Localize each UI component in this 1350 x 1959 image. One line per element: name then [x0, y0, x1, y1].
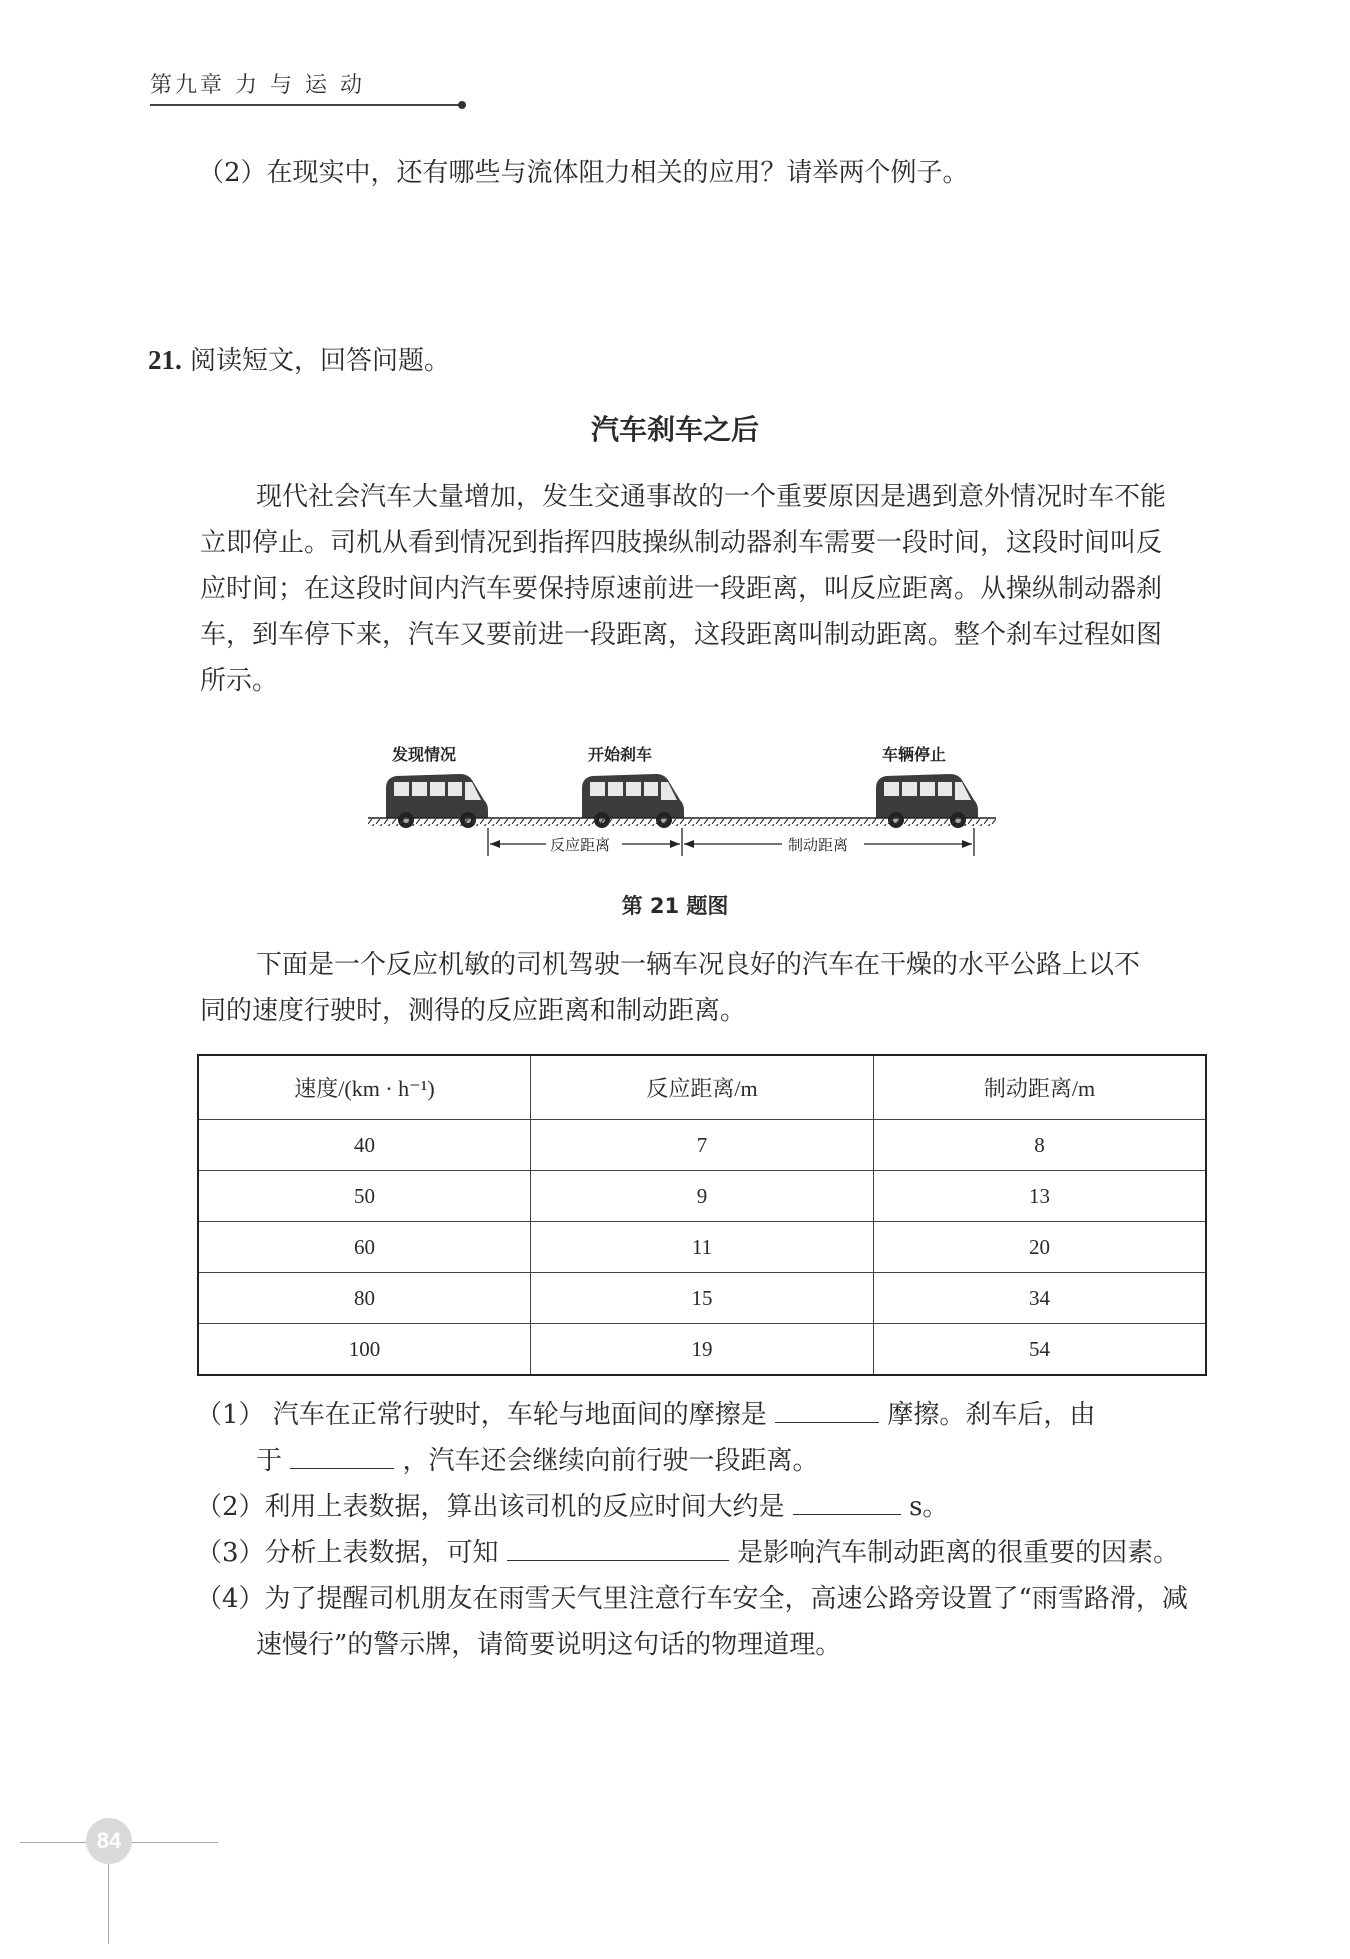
answer-blank-1a[interactable] — [775, 1400, 879, 1423]
cell: 15 — [531, 1273, 874, 1324]
sub-question-1: （1） 汽车在正常行驶时，车轮与地面间的摩擦是 摩擦。刹车后，由 — [196, 1400, 1096, 1430]
cell: 8 — [874, 1120, 1207, 1171]
intro-line: 下面是一个反应机敏的司机驾驶一辆车况良好的汽车在干燥的水平公路上以不 — [256, 950, 1141, 980]
cell: 20 — [874, 1222, 1207, 1273]
header-rule — [150, 104, 462, 106]
prev-question-2: （2）在现实中，还有哪些与流体阻力相关的应用？请举两个例子。 — [198, 158, 969, 188]
chapter-header: 第九章 力 与 运 动 — [150, 73, 365, 98]
table-row — [198, 1120, 1206, 1171]
sub-question-1-cont: 于 ，汽车还会继续向前行驶一段距离。 — [256, 1446, 819, 1476]
page-number-rule-vertical — [108, 1864, 109, 1944]
header-braking: 制动距离/m — [874, 1055, 1207, 1120]
cell: 50 — [198, 1171, 531, 1222]
sub-question-2: （2）利用上表数据，算出该司机的反应时间大约是 s。 — [196, 1492, 949, 1522]
sub-question-4: （4）为了提醒司机朋友在雨雪天气里注意行车安全，高速公路旁设置了“雨雪路滑，减 — [196, 1584, 1188, 1614]
table-header-row — [198, 1055, 1206, 1120]
cell: 7 — [531, 1120, 874, 1171]
intro-line: 同的速度行驶时，测得的反应距离和制动距离。 — [200, 996, 747, 1026]
header-reaction: 反应距离/m — [531, 1055, 874, 1120]
table-row — [198, 1222, 1206, 1273]
header-speed: 速度/(km · h⁻¹) — [198, 1055, 531, 1120]
cell: 34 — [874, 1273, 1207, 1324]
table-row — [198, 1171, 1206, 1222]
paragraph-line: 所示。 — [200, 666, 279, 696]
braking-figure — [360, 736, 1000, 866]
label-found: 发现情况 — [392, 745, 457, 764]
table-row — [198, 1324, 1206, 1376]
paragraph-line: 现代社会汽车大量增加，发生交通事故的一个重要原因是遇到意外情况时车不能 — [256, 482, 1167, 512]
road-hatching — [368, 819, 996, 826]
sub-question-4-cont: 速慢行”的警示牌，请简要说明这句话的物理道理。 — [256, 1630, 842, 1660]
cell: 80 — [198, 1273, 531, 1324]
paragraph-line: 车，到车停下来，汽车又要前进一段距离，这段距离叫制动距离。整个刹车过程如图 — [200, 620, 1163, 650]
cell: 40 — [198, 1120, 531, 1171]
cell: 100 — [198, 1324, 531, 1376]
answer-blank-3[interactable] — [507, 1538, 729, 1561]
answer-blank-2[interactable] — [793, 1492, 901, 1515]
header-dot — [458, 101, 466, 109]
question-number: 21. — [148, 345, 182, 375]
article-title: 汽车刹车之后 — [590, 413, 759, 446]
question-21-heading — [148, 340, 450, 377]
cell: 11 — [531, 1222, 874, 1273]
label-braking-distance: 制动距离 — [788, 836, 849, 854]
cell: 60 — [198, 1222, 531, 1273]
answer-blank-1b[interactable] — [290, 1446, 394, 1469]
sub-question-3: （3）分析上表数据，可知 是影响汽车制动距离的很重要的因素。 — [196, 1538, 1180, 1568]
table-row — [198, 1273, 1206, 1324]
label-reaction-distance: 反应距离 — [550, 836, 611, 854]
cell: 54 — [874, 1324, 1207, 1376]
cell: 13 — [874, 1171, 1207, 1222]
data-table — [197, 1054, 1207, 1376]
article-paragraph — [200, 474, 1212, 704]
label-stop: 车辆停止 — [882, 745, 947, 764]
cell: 9 — [531, 1171, 874, 1222]
label-brake: 开始刹车 — [588, 745, 653, 764]
paragraph-line: 应时间；在这段时间内汽车要保持原速前进一段距离，叫反应距离。从操纵制动器刹 — [200, 574, 1163, 604]
page-number: 84 — [86, 1818, 132, 1864]
figure-caption: 第 21 题图 — [621, 894, 729, 918]
cell: 19 — [531, 1324, 874, 1376]
question-prompt: 阅读短文，回答问题。 — [190, 346, 451, 376]
paragraph-line: 立即停止。司机从看到情况到指挥四肢操纵制动器刹车需要一段时间，这段时间叫反 — [200, 528, 1163, 558]
table-intro — [200, 942, 1212, 1034]
